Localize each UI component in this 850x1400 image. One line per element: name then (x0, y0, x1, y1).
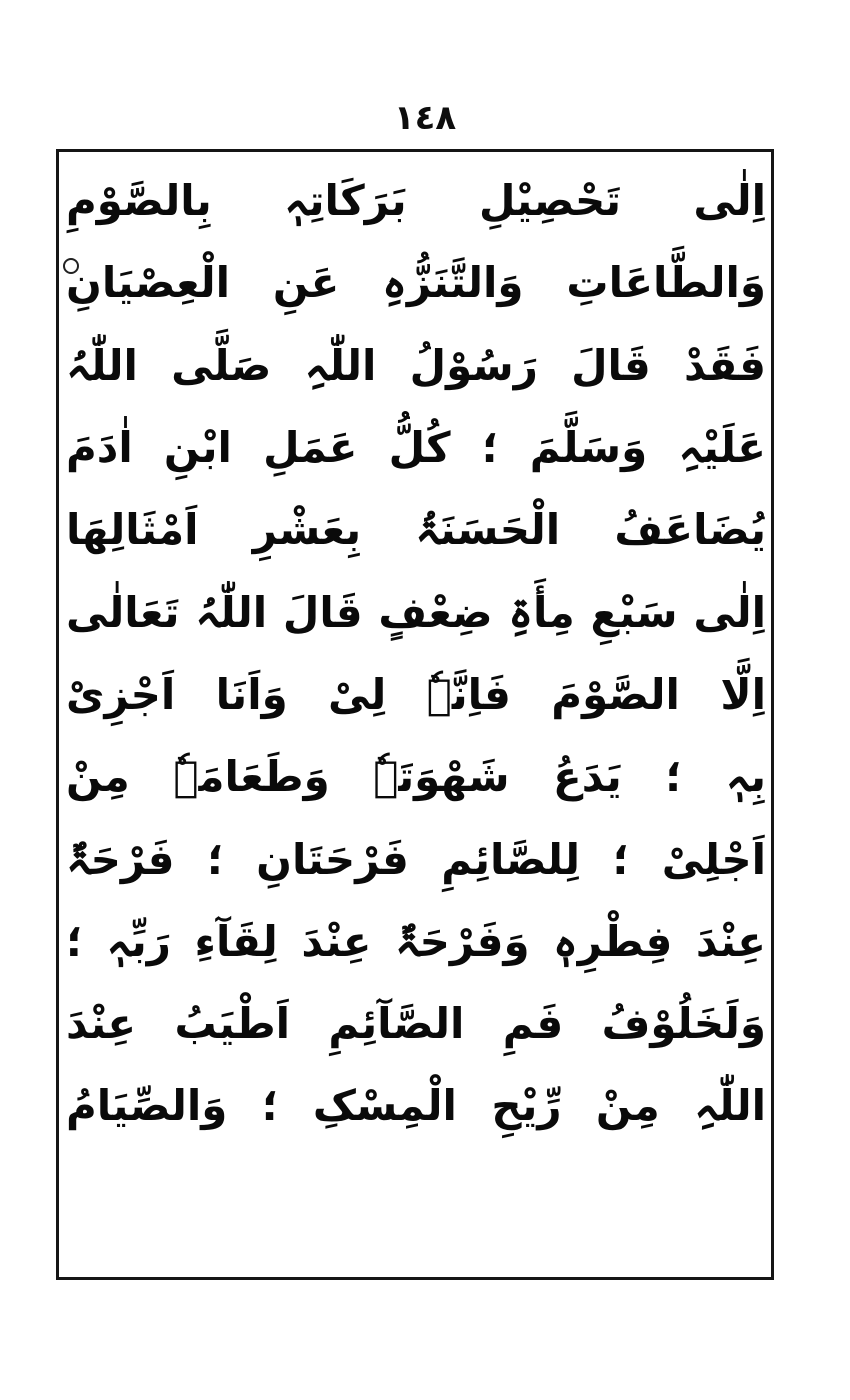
text-line-7-content: اِلَّا الصَّوْمَ فَاِنَّہٗ لِیْ وَاَنَا اَجْزِیْ (66, 669, 766, 719)
text-line-1 (66, 160, 766, 242)
text-line-6 (66, 571, 766, 653)
text-line-10-content: عِنْدَ فِطْرِہٖ وَفَرْحَۃٌ عِنْدَ لِقَآءِ رَبِّہٖ ؛ (66, 916, 766, 966)
text-line-4-content: عَلَیْہِ وَسَلَّمَ ؛ کُلُّ عَمَلِ ابْنِ اٰدَمَ (66, 423, 766, 473)
text-line-3 (66, 325, 766, 407)
text-line-5-content: یُضَاعَفُ الْحَسَنَۃُ بِعَشْرِ اَمْثَالِھَا (66, 505, 766, 555)
text-line-4 (66, 407, 766, 489)
text-line-1-content: اِلٰی تَحْصِیْلِ بَرَکَاتِہٖ بِالصَّوْمِ (66, 176, 766, 226)
text-line-11-content: وَلَخَلُوْفُ فَمِ الصَّآئِمِ اَطْیَبُ عِنْدَ (66, 999, 766, 1049)
text-line-2-content: وَالطَّاعَاتِ وَالتَّنَزُّہِ عَنِ الْعِصْیَانِ (66, 258, 766, 308)
text-line-8 (66, 736, 766, 818)
text-line-9-content: اَجْلِیْ ؛ لِلصَّائِمِ فَرْحَتَانِ ؛ فَرْحَۃٌ (66, 834, 766, 884)
text-line-10 (66, 901, 766, 983)
page-number: ١٤٨ (393, 98, 457, 138)
text-line-11 (66, 983, 766, 1065)
text-line-3-content: فَقَدْ قَالَ رَسُوْلُ اللّٰہِ صَلَّی اللّٰہُ (66, 340, 766, 390)
text-line-6-content: اِلٰی سَبْعِ مِأَۃِ ضِعْفٍ قَالَ اللّٰہُ تَعَالٰی (66, 587, 766, 637)
text-line-2 (66, 242, 766, 324)
text-line-12 (66, 1065, 766, 1147)
arabic-text-block (66, 160, 766, 1148)
text-line-8-content: بِہٖ ؛ یَدَعُ شَھْوَتَہٗ وَطَعَامَہٗ مِنْ (66, 752, 766, 802)
text-line-12-content: اللّٰہِ مِنْ رِّیْحِ الْمِسْکِ ؛ وَالصِّیَامُ (66, 1081, 766, 1131)
text-line-5 (66, 489, 766, 571)
text-line-9 (66, 818, 766, 900)
text-line-7 (66, 654, 766, 736)
